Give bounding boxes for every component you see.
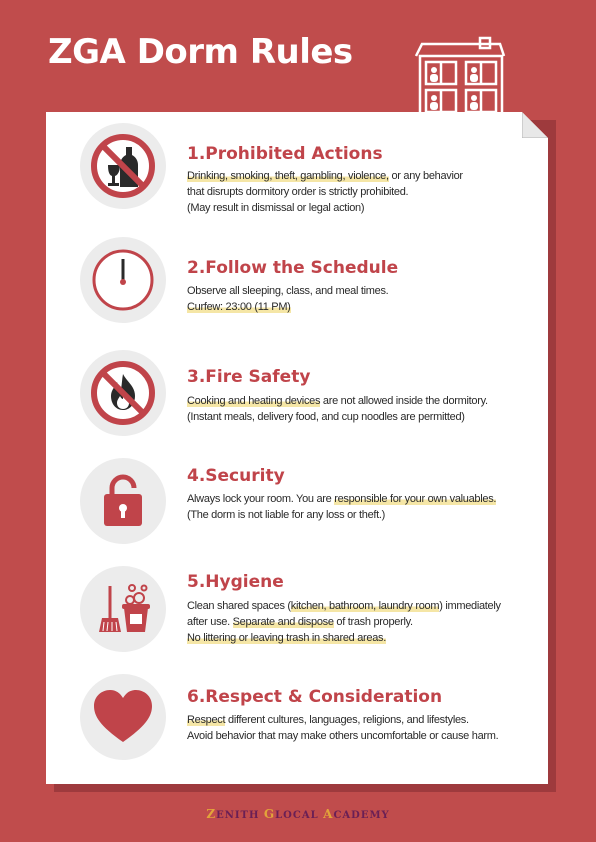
- footer-text-part: A: [323, 807, 334, 821]
- footer-text-part: G: [263, 807, 276, 821]
- text-segment: ) immediately: [439, 600, 501, 612]
- highlighted-text: Separate and dispose: [232, 616, 334, 628]
- highlighted-text: Drinking, smoking, theft, gambling, violence,: [187, 170, 389, 182]
- dormitory-building-icon: [410, 36, 506, 116]
- rule-text-line: [187, 283, 542, 299]
- text-segment: are not allowed inside the dormitory.: [320, 395, 488, 407]
- text-segment: (Instant meals, delivery food, and cup noodles are permitted): [187, 411, 465, 423]
- footer-text-part: ENITH: [216, 810, 264, 821]
- highlighted-text: No littering or leaving trash in shared areas.: [187, 632, 386, 644]
- highlighted-text: Cooking and heating devices: [187, 395, 321, 407]
- text-segment: Always lock your room. You are: [187, 493, 335, 505]
- rule-text-line: [187, 598, 542, 614]
- no-alcohol-icon: [80, 123, 166, 209]
- rule-text-security: [187, 491, 542, 523]
- highlighted-text: Respect: [187, 714, 226, 726]
- rule-title-hygiene: 5.Hygiene: [187, 572, 284, 592]
- clock-icon: [80, 237, 166, 323]
- rule-text-line: [187, 630, 542, 646]
- rule-text-fire: [187, 393, 542, 425]
- text-segment: different cultures, languages, religions, and lifestyles.: [225, 714, 469, 726]
- footer-text-part: LOCAL: [275, 810, 324, 821]
- rule-text-line: [187, 614, 542, 630]
- rule-title-security: 4.Security: [187, 466, 285, 486]
- rule-text-line: [187, 184, 542, 200]
- padlock-icon: [80, 458, 166, 544]
- page-title: ZGA Dorm Rules: [48, 32, 353, 72]
- highlighted-text: responsible for your own valuables.: [334, 493, 497, 505]
- rule-text-respect: [187, 712, 542, 744]
- rule-text-line: [187, 168, 542, 184]
- rule-text-line: [187, 200, 542, 216]
- text-segment: or any behavior: [388, 170, 463, 182]
- rule-text-prohibited: [187, 168, 542, 216]
- text-segment: that disrupts dormitory order is strictly prohibited.: [187, 186, 409, 198]
- rule-text-line: [187, 507, 542, 523]
- highlighted-text: kitchen, bathroom, laundry room: [290, 600, 440, 612]
- text-segment: (The dorm is not liable for any loss or theft.): [187, 509, 386, 521]
- no-fire-icon: [80, 350, 166, 436]
- rule-title-schedule: 2.Follow the Schedule: [187, 258, 399, 278]
- rule-title-prohibited: 1.Prohibited Actions: [187, 144, 383, 164]
- rule-title-respect: 6.Respect & Consideration: [187, 687, 443, 707]
- rule-text-line: [187, 712, 542, 728]
- text-segment: (May result in dismissal or legal action): [187, 202, 365, 214]
- highlighted-text: Curfew: 23:00 (11 PM): [187, 301, 291, 313]
- text-segment: Clean shared spaces (: [187, 600, 291, 612]
- rule-text-line: [187, 728, 542, 744]
- footer-text-part: CADEMY: [333, 810, 390, 821]
- cleaning-supplies-icon: [80, 566, 166, 652]
- rule-text-line: [187, 299, 542, 315]
- heart-icon: [80, 674, 166, 760]
- footer-text-part: Z: [206, 807, 217, 821]
- academy-footer: [0, 807, 596, 821]
- text-segment: after use.: [187, 616, 233, 628]
- text-segment: of trash properly.: [333, 616, 413, 628]
- page-fold-outline: [522, 112, 548, 138]
- rule-text-hygiene: [187, 598, 542, 646]
- rule-text-line: [187, 409, 542, 425]
- rule-text-line: [187, 491, 542, 507]
- rule-text-line: [187, 393, 542, 409]
- text-segment: Observe all sleeping, class, and meal times.: [187, 285, 389, 297]
- rule-title-fire: 3.Fire Safety: [187, 367, 311, 387]
- rule-text-schedule: [187, 283, 542, 315]
- text-segment: Avoid behavior that may make others uncomfortable or cause harm.: [187, 730, 499, 742]
